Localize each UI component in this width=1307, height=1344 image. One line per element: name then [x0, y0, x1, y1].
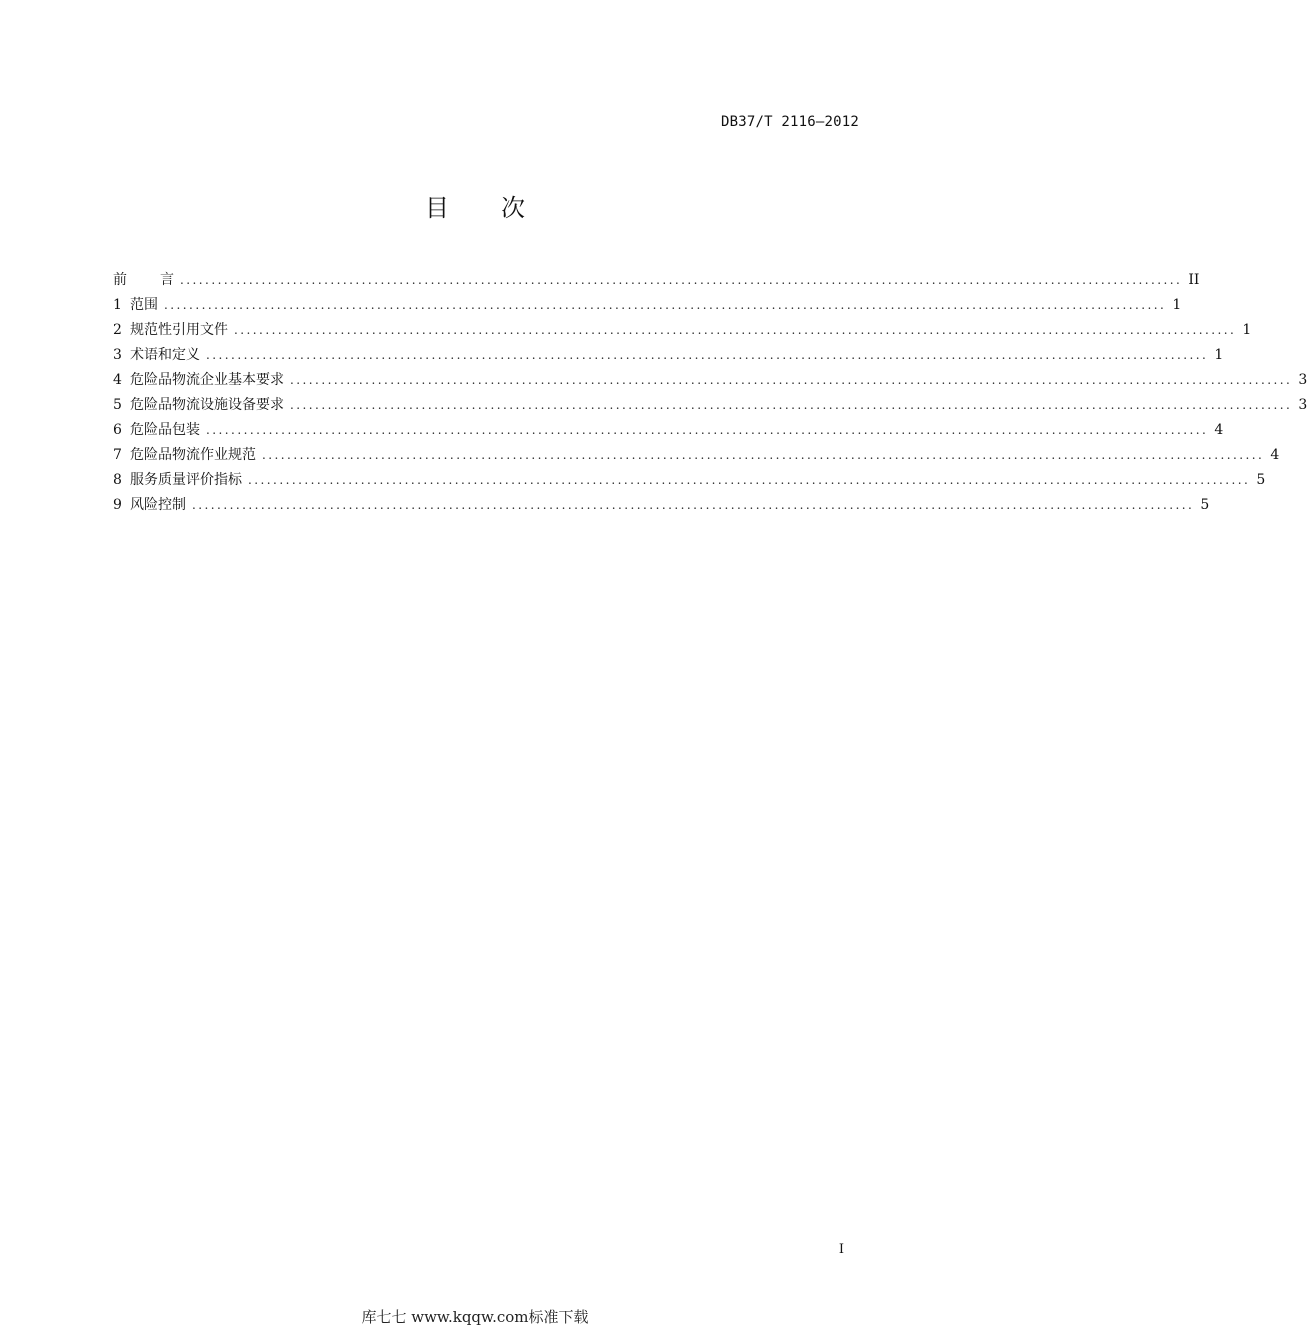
toc-entry-number: 8	[113, 472, 122, 488]
toc-leader-dots: ................................................................................................................................................................	[262, 448, 1265, 462]
toc-title	[0, 188, 950, 223]
toc-entry-label: 危险品物流设施设备要求	[130, 397, 284, 413]
toc-entry-number: 9	[113, 497, 122, 513]
toc-entry-number: 1	[113, 297, 122, 313]
toc-leader-dots: ................................................................................................................................................................	[248, 473, 1251, 487]
toc-list	[113, 270, 1307, 520]
toc-entry-label: 危险品物流企业基本要求	[130, 372, 284, 388]
toc-entry-page: II	[1188, 272, 1200, 288]
toc-entry-label: 范围	[130, 297, 158, 313]
toc-entry-page: 5	[1256, 472, 1266, 488]
toc-leader-dots: ................................................................................................................................................................	[290, 398, 1293, 412]
footer-watermark-text[interactable]: 库七七 www.kqqw.com标准下载	[361, 1308, 589, 1326]
toc-entry-page: 1	[1172, 297, 1182, 313]
toc-entry-number: 6	[113, 422, 122, 438]
toc-leader-dots: ................................................................................................................................................................	[180, 273, 1183, 287]
toc-entry-number: 7	[113, 447, 122, 463]
toc-entry-page: 5	[1200, 497, 1210, 513]
toc-entry-number: 3	[113, 347, 122, 363]
toc-leader-dots: ................................................................................................................................................................	[206, 423, 1209, 437]
toc-entry-page: 1	[1214, 347, 1224, 363]
toc-entry-label: 危险品包装	[130, 422, 200, 438]
toc-entry-packaging[interactable]	[113, 420, 1224, 445]
toc-leader-dots: ................................................................................................................................................................	[164, 298, 1167, 312]
toc-leader-dots: ................................................................................................................................................................	[192, 498, 1195, 512]
toc-leader-dots: ................................................................................................................................................................	[290, 373, 1293, 387]
toc-entry-normative-references[interactable]	[113, 320, 1252, 345]
toc-entry-page: 3	[1298, 372, 1307, 388]
toc-entry-enterprise-requirements[interactable]	[113, 370, 1307, 395]
toc-title-char-1: 目	[425, 194, 449, 222]
toc-entry-facility-requirements[interactable]	[113, 395, 1307, 420]
toc-entry-terms-definitions[interactable]	[113, 345, 1224, 370]
toc-entry-label: 危险品物流作业规范	[130, 447, 256, 463]
toc-entry-foreword[interactable]	[113, 270, 1200, 295]
toc-entry-number: 2	[113, 322, 122, 338]
toc-leader-dots: ................................................................................................................................................................	[206, 348, 1209, 362]
page-number: I	[838, 1242, 844, 1257]
toc-entry-operation-specification[interactable]	[113, 445, 1280, 470]
toc-entry-scope[interactable]	[113, 295, 1182, 320]
toc-entry-page: 1	[1242, 322, 1252, 338]
toc-entry-label: 前 言	[113, 272, 174, 288]
toc-leader-dots: ................................................................................................................................................................	[234, 323, 1237, 337]
toc-entry-page: 4	[1270, 447, 1280, 463]
toc-entry-page: 4	[1214, 422, 1224, 438]
toc-entry-number: 4	[113, 372, 122, 388]
toc-entry-number: 5	[113, 397, 122, 413]
toc-entry-service-quality[interactable]	[113, 470, 1266, 495]
toc-entry-label: 术语和定义	[130, 347, 200, 363]
toc-entry-page: 3	[1298, 397, 1307, 413]
toc-entry-label: 服务质量评价指标	[130, 472, 242, 488]
toc-entry-risk-control[interactable]	[113, 495, 1210, 520]
toc-title-char-2: 次	[501, 194, 525, 222]
document-code: DB37/T 2116—2012	[720, 114, 859, 130]
toc-entry-label: 规范性引用文件	[130, 322, 228, 338]
toc-entry-label: 风险控制	[130, 497, 186, 513]
